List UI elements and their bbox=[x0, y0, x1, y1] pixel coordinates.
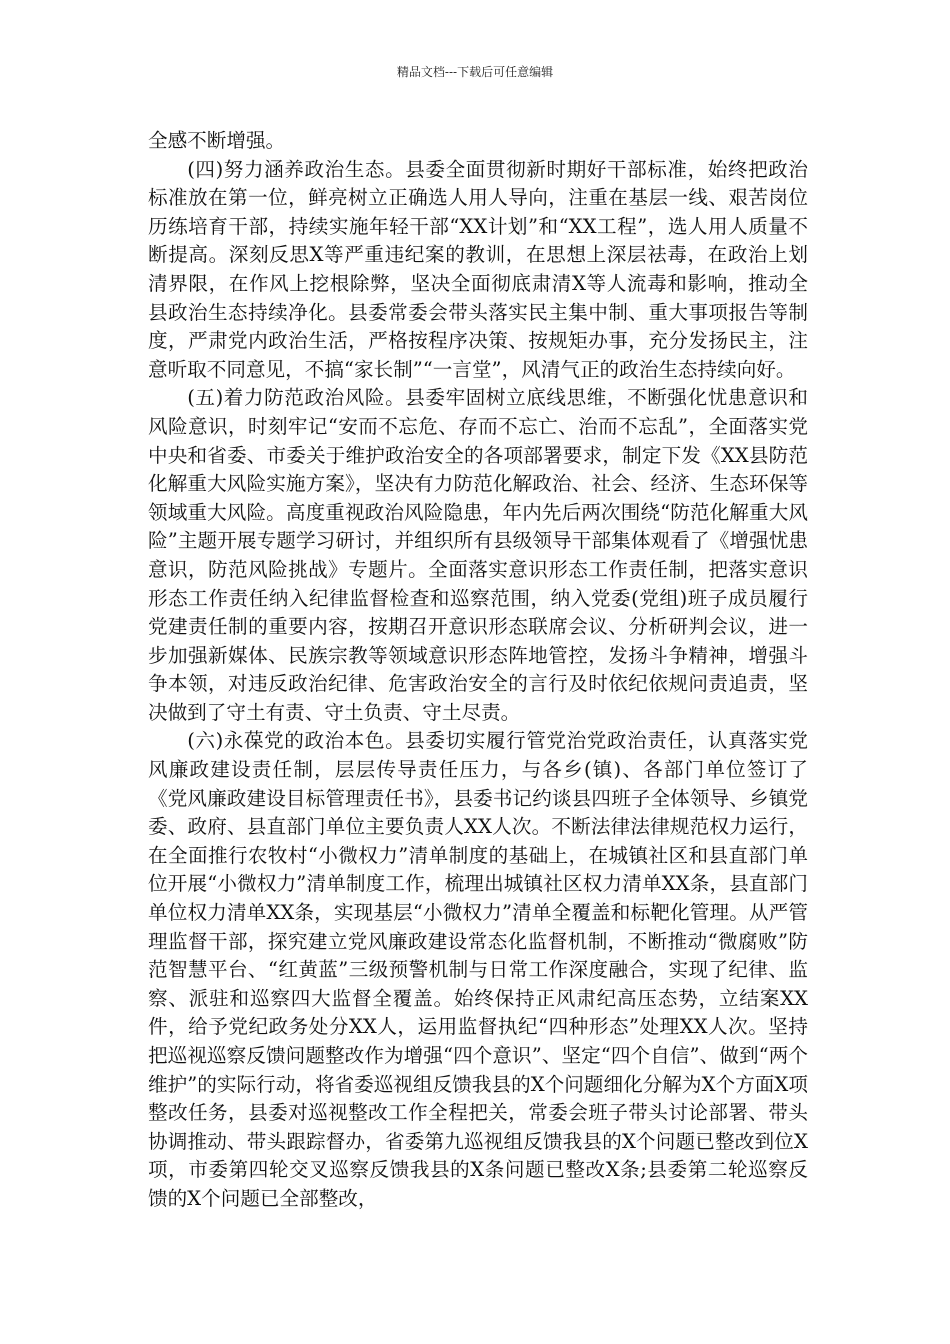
page-header: 精品文档---下载后可任意编辑 bbox=[396, 65, 554, 79]
paragraph-continuation: 全感不断增强。 bbox=[148, 129, 286, 152]
paragraph-section-5: (五)着力防范政治风险。县委牢固树立底线思维，不断强化忧患意识和风险意识，时刻牢记“安而不忘危、存而不忘亡、治而不忘乱”，全面落实党中央和省委、市委关于维护政治安全的各项部署要求，制定下发《XX县防范化解重大风险实施方案》，坚决有力防范化解政治、社会、经济、生态环保等领域重大风险。高度重视政治风险隐患，年内先后两次围绕“防范化解重大风险”主题开展专题学习研讨，并组织所有县级领导干部集体观看了《增强忧患意识，防范风险挑战》专题片。全面落实意识形态工作责任制，把落实意识形态工作责任纳入纪律监督检查和巡察范围，纳入党委(党组)班子成员履行党建责任制的重要内容，按期召开意识形态联席会议、分析研判会议，进一步加强新媒体、民族宗教等领域意识形态阵地管控，发扬斗争精神，增强斗争本领，对违反政治纪律、危害政治安全的言行及时依纪依规问责追责，坚决做到了守土有责、守土负责、守土尽责。 bbox=[148, 386, 808, 724]
document-body bbox=[148, 127, 808, 1214]
paragraph-section-4: (四)努力涵养政治生态。县委全面贯彻新时期好干部标准，始终把政治标准放在第一位，鲜亮树立正确选人用人导向，注重在基层一线、艰苦岗位历练培育干部，持续实施年轻干部“XX计划”和“XX工程”，选人用人质量不断提高。深刻反思X等严重违纪案的教训，在思想上深层祛毒，在政治上划清界限，在作风上挖根除弊，坚决全面彻底肃清X等人流毒和影响，推动全县政治生态持续净化。县委常委会带头落实民主集中制、重大事项报告等制度，严肃党内政治生活，严格按程序决策、按规矩办事，充分发扬民主，注意听取不同意见，不搞“家长制”“一言堂”，风清气正的政治生态持续向好。 bbox=[148, 157, 808, 381]
paragraph-section-6: (六)永葆党的政治本色。县委切实履行管党治党政治责任，认真落实党风廉政建设责任制，层层传导责任压力，与各乡(镇)、各部门单位签订了《党风廉政建设目标管理责任书》，县委书记约谈县四班子全体领导、乡镇党委、政府、县直部门单位主要负责人XX人次。不断法律法律规范权力运行，在全面推行农牧村“小微权力”清单制度的基础上，在城镇社区和县直部门单位开展“小微权力”清单制度工作，梳理出城镇社区权力清单XX条，县直部门单位权力清单XX条，实现基层“小微权力”清单全覆盖和标靶化管理。从严管理监督干部，探究建立党风廉政建设常态化监督机制，不断推动“微腐败”防范智慧平台、“红黄蓝”三级预警机制与日常工作深度融合，实现了纪律、监察、派驻和巡察四大监督全覆盖。始终保持正风肃纪高压态势，立结案XX件，给予党纪政务处分XX人，运用监督执纪“四种形态”处理XX人次。坚持把巡视巡察反馈问题整改作为增强“四个意识”、坚定“四个自信”、做到“两个维护”的实际行动，将省委巡视组反馈我县的X个问题细化分解为X个方面X项整改任务，县委对巡视整改工作全程把关，常委会班子带头讨论部署、带头协调推动、带头跟踪督办，省委第九巡视组反馈我县的X个问题已整改到位X项，市委第四轮交叉巡察反馈我县的X条问题已整改X条;县委第二轮巡察反馈的X个问题已全部整改， bbox=[148, 729, 808, 1210]
